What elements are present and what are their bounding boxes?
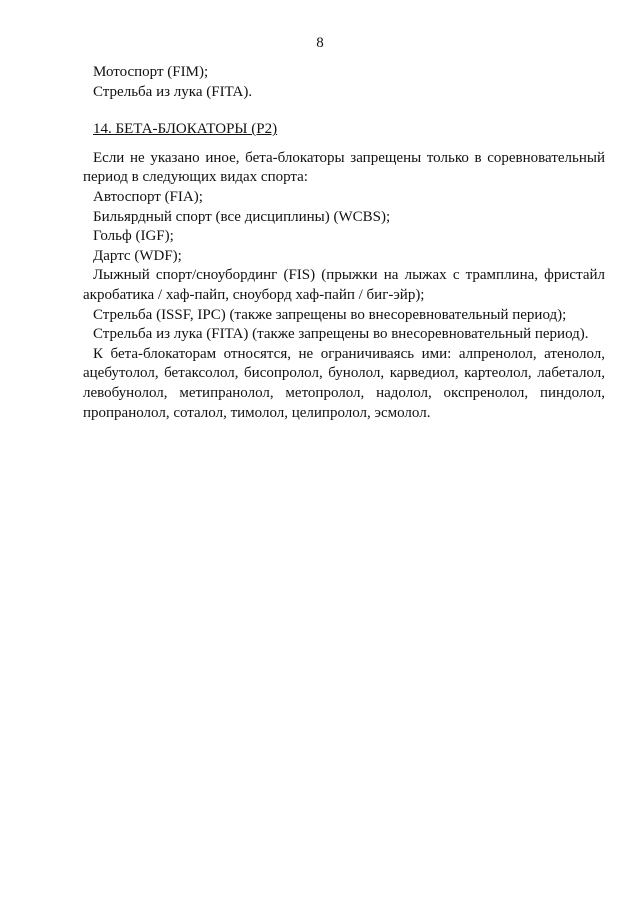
page-number: 8 xyxy=(316,35,324,51)
sport-item: Стрельба (ISSF, IPC) (также запрещены во внесоревновательный период); xyxy=(93,306,567,323)
substances-paragraph-line: левобунолол, метипранолол, метопролол, надолол, окспренолол, пиндолол, xyxy=(83,384,605,401)
intro-paragraph-line: Если не указано иное, бета-блокаторы запрещены только в соревновательный xyxy=(93,149,605,166)
substances-paragraph-line: К бета-блокаторам относятся, не ограничиваясь ими: алпренолол, атенолол, xyxy=(93,345,605,362)
sport-item: Дартс (WDF); xyxy=(93,247,182,264)
section-heading: 14. БЕТА-БЛОКАТОРЫ (P2) xyxy=(93,121,278,138)
sport-item: Бильярдный спорт (все дисциплины) (WCBS); xyxy=(93,208,391,225)
list-item: Стрельба из лука (FITA). xyxy=(93,83,253,100)
intro-paragraph-line: период в следующих видах спорта: xyxy=(83,169,308,186)
sport-item: Автоспорт (FIA); xyxy=(93,188,203,205)
list-item: Мотоспорт (FIM); xyxy=(93,64,209,80)
sport-item: Лыжный спорт/сноубординг (FIS) (прыжки на лыжах с трамплина, фристайл xyxy=(93,267,605,284)
sport-item: Гольф (IGF); xyxy=(93,228,174,245)
document-body xyxy=(83,63,605,423)
sport-item: Стрельба из лука (FITA) (также запрещены во внесоревновательный период). xyxy=(93,326,589,343)
substances-paragraph-line: пропранолол, соталол, тимолол, целипролол, эсмолол. xyxy=(83,404,431,421)
sport-item-continuation: акробатика / хаф-пайп, сноуборд хаф-пайп / биг-эйр); xyxy=(83,286,425,303)
substances-paragraph-line: ацебутолол, бетаксолол, бисопролол, бунолол, карведиол, картеолол, лабеталол, xyxy=(83,365,605,382)
